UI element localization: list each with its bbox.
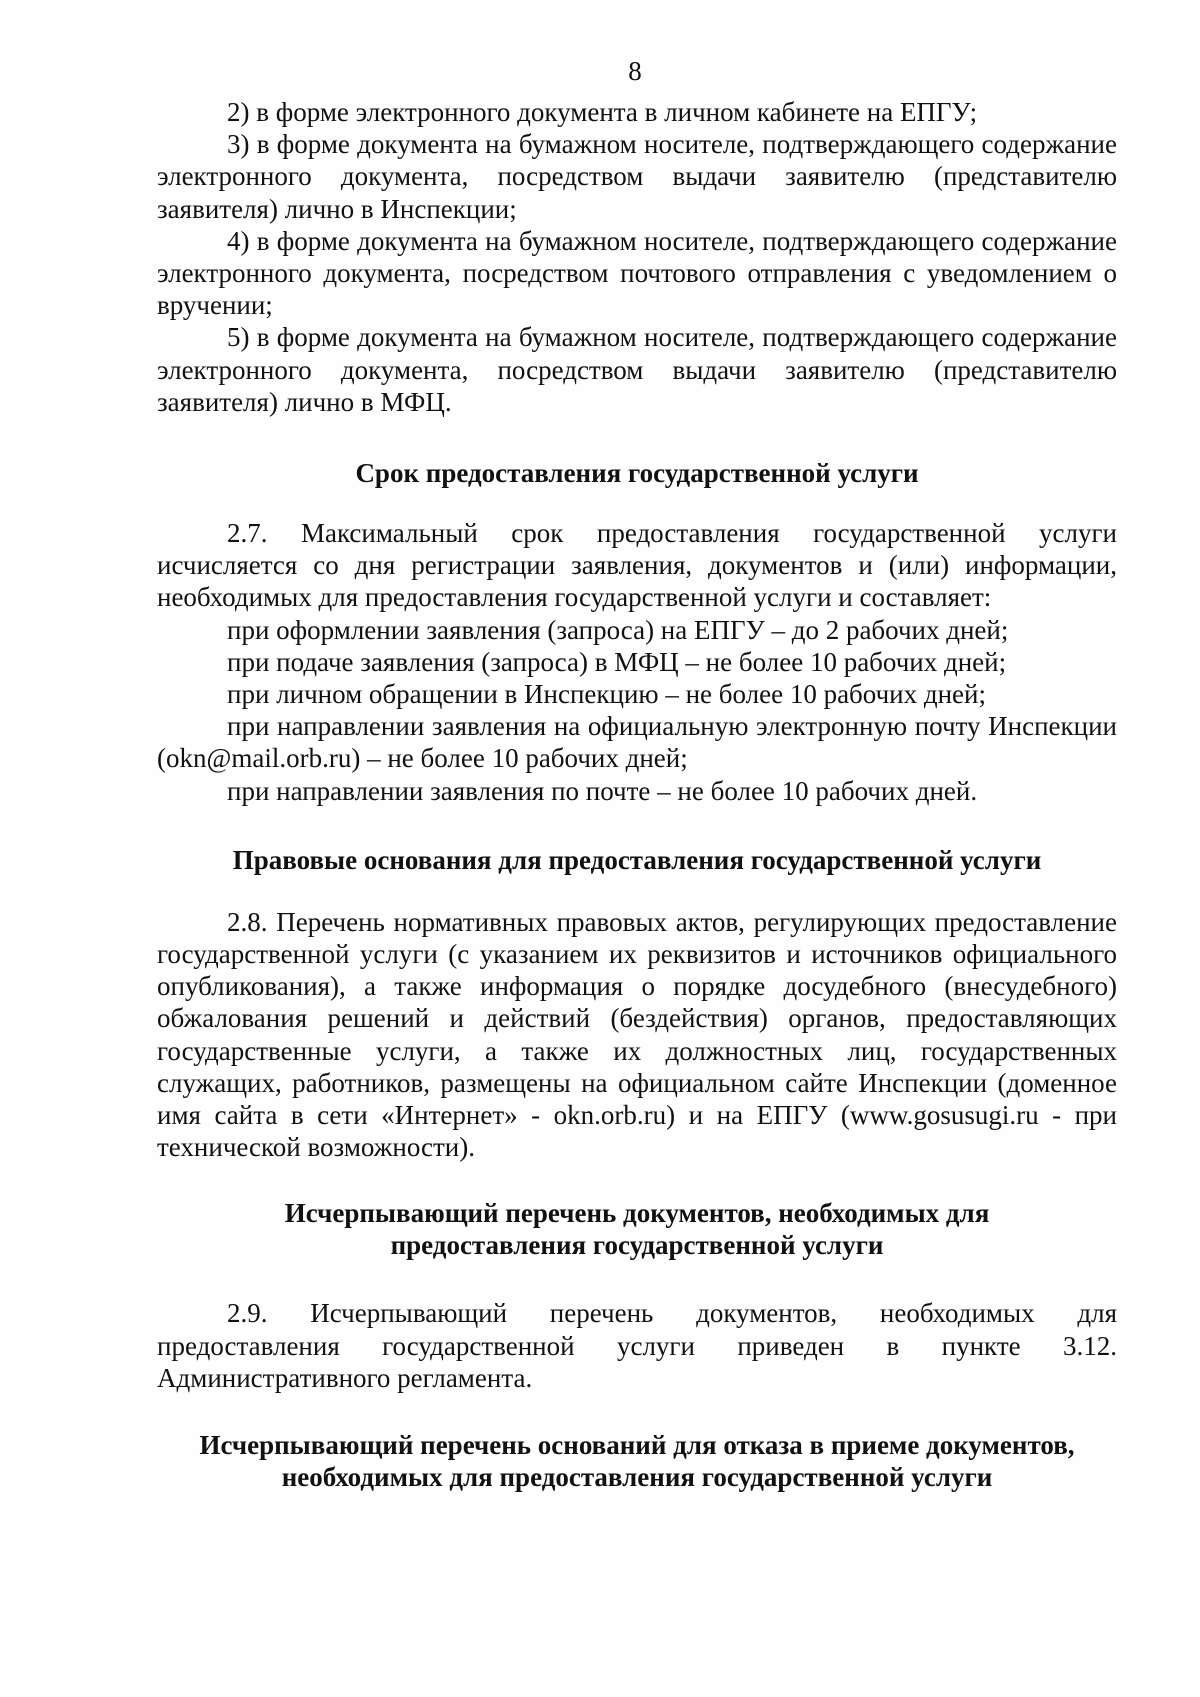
spacer bbox=[157, 418, 1117, 457]
section-heading-refusal-line2: необходимых для предоставления государственной услуги bbox=[281, 1462, 993, 1493]
list-item: 4) в форме документа на бумажном носителе, подтверждающего содержание электронного документа, посредством почтового отправления с уведомлением о вручении; bbox=[157, 225, 1117, 321]
page-number: 8 bbox=[628, 56, 642, 86]
spacer bbox=[157, 1394, 1117, 1429]
spacer bbox=[157, 1261, 1117, 1297]
spacer bbox=[157, 489, 1117, 517]
term-item: при направлении заявления по почте – не более 10 рабочих дней. bbox=[227, 775, 978, 806]
paragraph-2-9: 2.9. Исчерпывающий перечень документов, необходимых для предоставления государственной услуги приведен в пункте 3.12. Административного регламента. bbox=[157, 1298, 1117, 1393]
paragraph-2-7: 2.7. Максимальный срок предоставления государственной услуги исчисляется со дня регистрации заявления, документов и (или) информации, необходимых для предоставления государственной услуги и составляет: bbox=[157, 518, 1117, 613]
list-item: 5) в форме документа на бумажном носителе, подтверждающего содержание электронного документа, посредством выдачи заявителю (представителю заявителя) лично в МФЦ. bbox=[157, 322, 1117, 417]
term-item: при личном обращении в Инспекцию – не более 10 рабочих дней; bbox=[227, 679, 986, 710]
term-item: при оформлении заявления (запроса) на ЕПГУ – до 2 рабочих дней; bbox=[227, 614, 1009, 645]
list-item: 2) в форме электронного документа в личном кабинете на ЕПГУ; bbox=[227, 97, 978, 127]
document-body bbox=[157, 96, 1117, 1493]
section-heading-docs-line1: Исчерпывающий перечень документов, необходимых для bbox=[284, 1198, 990, 1229]
list-item: 3) в форме документа на бумажном носителе, подтверждающего содержание электронного документа, посредством выдачи заявителю (представителю заявителя) лично в Инспекции; bbox=[157, 129, 1117, 224]
section-heading-legal: Правовые основания для предоставления государственной услуги bbox=[232, 844, 1042, 875]
spacer bbox=[157, 807, 1117, 844]
paragraph-2-8: 2.8. Перечень нормативных правовых актов, регулирующих предоставление государственной услуги (с указанием их реквизитов и источников официального опубликования), а также информация о порядке досудебного (внесудебного) обжалования решений и действий (бездействия) органов, предоставляющих государственные услуги, а также их должностных лиц, государственных служащих, работников, размещены на официальном сайте Инспекции (доменное имя сайта в сети «Интернет» - okn.orb.ru) и на ЕПГУ (www.gosusugi.ru - при технической возможности). bbox=[157, 906, 1117, 1163]
spacer bbox=[157, 1163, 1117, 1197]
term-item: при направлении заявления на официальную электронную почту Инспекции (okn@mail.orb.ru) – не более 10 рабочих дней; bbox=[157, 711, 1117, 774]
section-heading-docs bbox=[157, 1197, 1117, 1261]
section-heading-docs-line2: предоставления государственной услуги bbox=[390, 1230, 884, 1261]
section-heading-refusal-line1: Исчерпывающий перечень оснований для отказа в приеме документов, bbox=[199, 1430, 1075, 1461]
term-item: при подаче заявления (запроса) в МФЦ – не более 10 рабочих дней; bbox=[227, 646, 1007, 677]
section-heading-term: Срок предоставления государственной услуги bbox=[355, 458, 919, 489]
section-heading-refusal bbox=[157, 1429, 1117, 1493]
spacer bbox=[157, 876, 1117, 906]
